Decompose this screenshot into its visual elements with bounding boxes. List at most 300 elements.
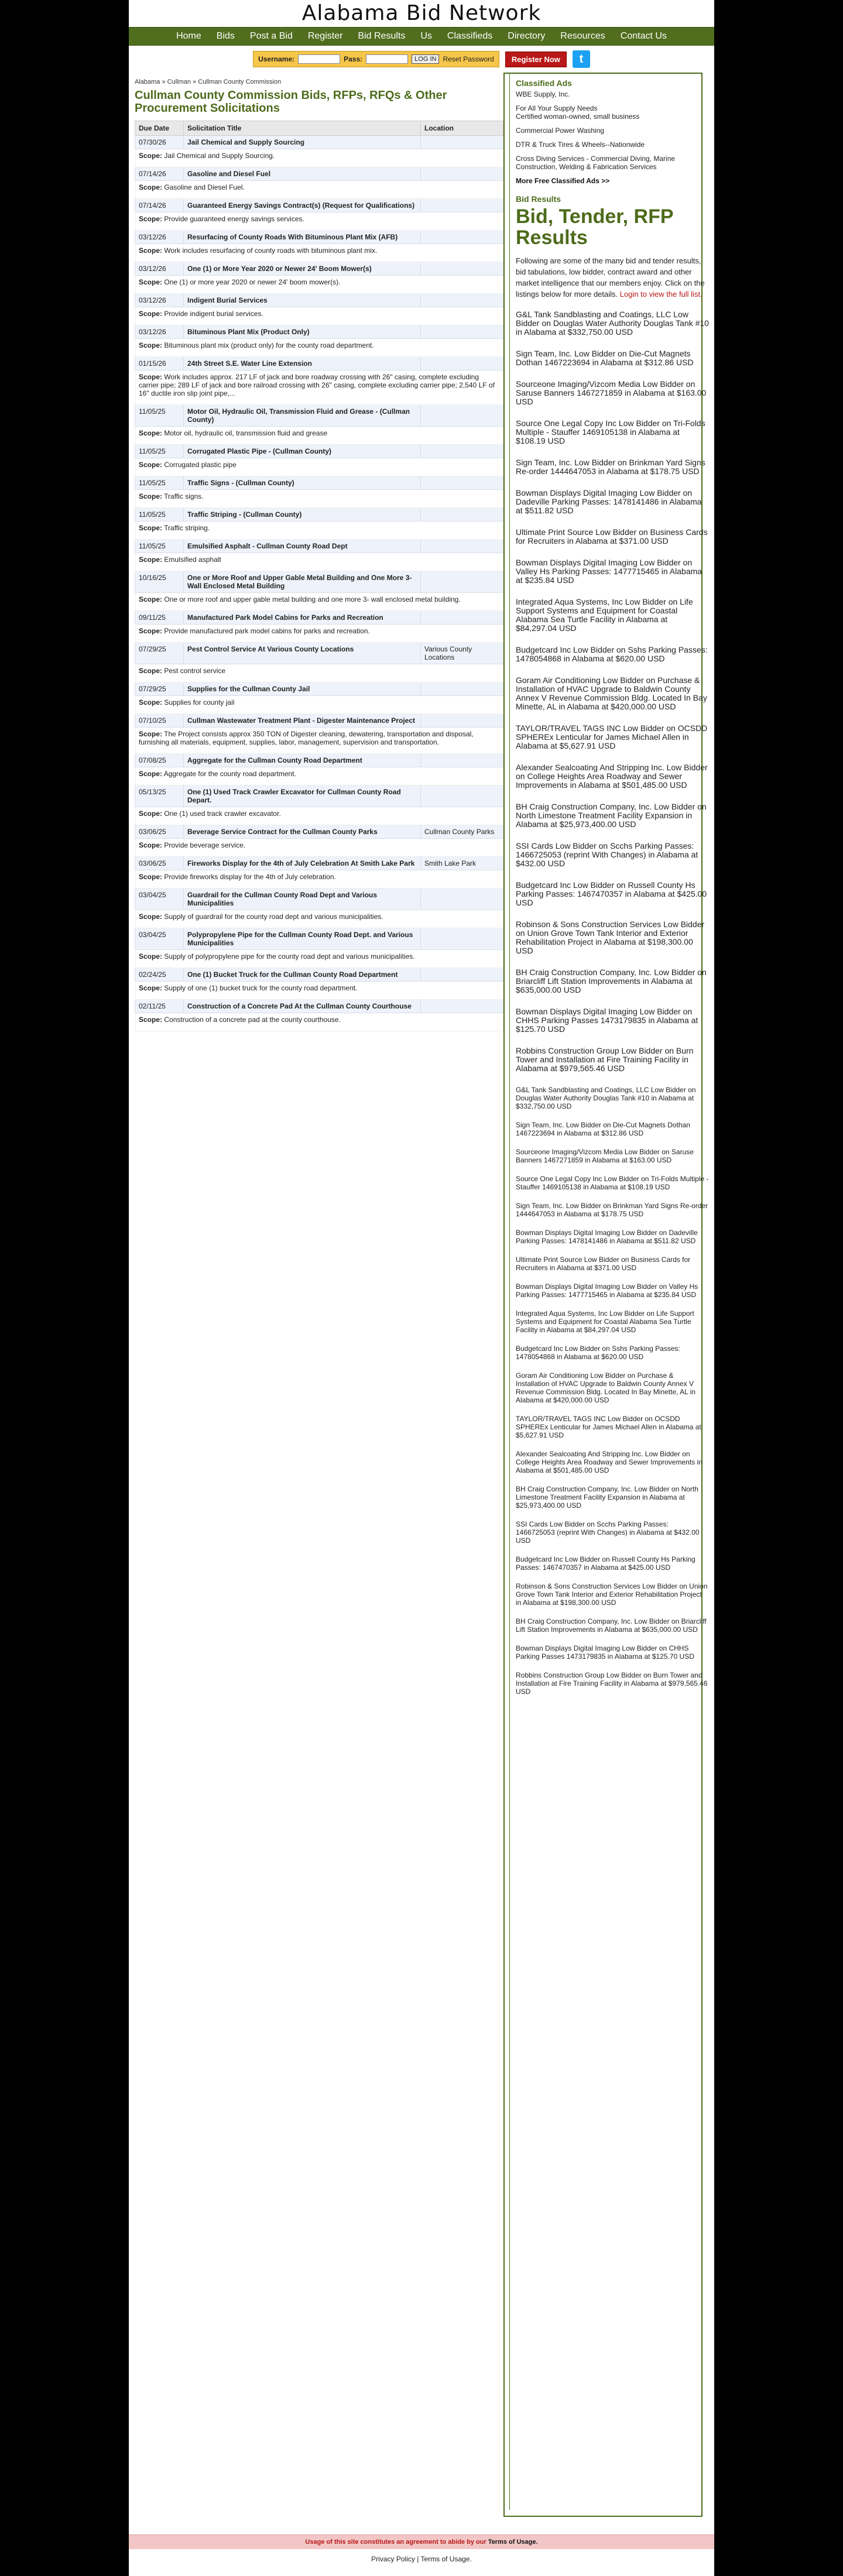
bid-scope	[135, 950, 503, 968]
bid-result[interactable]: SSI Cards Low Bidder on Scchs Parking Passes: 1466725053 (reprint With Changes) in Alabama at $432.00 USD	[516, 841, 698, 868]
bid-location: Smith Lake Park	[421, 857, 503, 870]
bid-scope	[135, 181, 503, 199]
main-nav	[129, 27, 714, 46]
classified-heading: Classified Ads	[516, 78, 572, 88]
nav-contact-us[interactable]: Contact Us	[620, 31, 667, 41]
bid-row[interactable]	[135, 571, 503, 593]
scope-label: Scope:	[139, 278, 163, 286]
bid-row[interactable]	[135, 611, 503, 625]
bid-location	[421, 889, 503, 910]
bid-scope	[135, 458, 503, 476]
bid-title[interactable]: Traffic Signs - (Cullman County)	[184, 476, 421, 490]
bid-result-compact[interactable]: Goram Air Conditioning Low Bidder on Purchase & Installation of HVAC Upgrade to Baldwin County Annex V Revenue Commission Bldg. Located In Bay Minette, AL in Alabama at $420,000.00 USD	[516, 1371, 696, 1404]
username-input[interactable]	[298, 54, 340, 64]
scope-label: Scope:	[139, 627, 163, 635]
bid-scope	[135, 244, 503, 262]
breadcrumb-item[interactable]: Cullman County Commission	[198, 78, 282, 85]
nav-us[interactable]: Us	[420, 31, 432, 41]
bid-title[interactable]: One (1) Used Track Crawler Excavator for Cullman County Road Depart.	[184, 786, 421, 807]
scope-text: One or more roof and upper gable metal building and one more 3- wall enclosed metal building.	[164, 595, 461, 603]
scope-label: Scope:	[139, 215, 163, 223]
bid-row[interactable]	[135, 682, 503, 696]
bid-result[interactable]: Bowman Displays Digital Imaging Low Bidder on CHHS Parking Passes 1473179835 in Alabama at $125.70 USD	[516, 1007, 698, 1034]
password-input[interactable]	[366, 54, 408, 64]
bid-location	[421, 405, 503, 427]
bid-title[interactable]: Indigent Burial Services	[184, 294, 421, 307]
bid-date: 03/04/25	[135, 928, 184, 950]
breadcrumb-item[interactable]: Alabama	[135, 78, 160, 85]
bid-row[interactable]	[135, 754, 503, 767]
bid-date: 03/04/25	[135, 889, 184, 910]
reset-password-link[interactable]: Reset Password	[443, 55, 494, 63]
bid-result[interactable]: G&L Tank Sandblasting and Coatings, LLC Low Bidder on Douglas Water Authority Douglas Tank #10 in Alabama at $332,750.00 USD	[516, 310, 709, 337]
bid-title[interactable]: Pest Control Service At Various County Locations	[184, 643, 421, 664]
page-title: Cullman County Commission Bids, RFPs, RFQs & Other Procurement Solicitations	[135, 89, 447, 115]
bid-result[interactable]: Bowman Displays Digital Imaging Low Bidder on Dadeville Parking Passes: 1478141486 in Alabama at $511.82 USD	[516, 488, 702, 515]
bid-row[interactable]	[135, 136, 503, 149]
bid-result[interactable]: Budgetcard Inc Low Bidder on Sshs Parking Passes: 1478054868 in Alabama at $620.00 USD	[516, 645, 708, 663]
bid-scope	[135, 307, 503, 325]
bid-result-compact[interactable]: Budgetcard Inc Low Bidder on Russell County Hs Parking Passes: 1467470357 in Alabama at $425.00 USD	[516, 1555, 695, 1572]
bid-location	[421, 136, 503, 149]
scope-text: Provide fireworks display for the 4th of July celebration.	[164, 873, 336, 881]
scope-label: Scope:	[139, 730, 163, 738]
bid-date: 07/14/26	[135, 167, 184, 181]
results-title: Bid, Tender, RFP Results	[516, 205, 673, 249]
scope-text: Traffic striping.	[164, 524, 210, 532]
bid-location	[421, 445, 503, 458]
bid-location	[421, 611, 503, 625]
bid-row[interactable]	[135, 857, 503, 870]
bid-scope-row	[135, 910, 503, 928]
bid-title[interactable]: Corrugated Plastic Pipe - (Cullman County)	[184, 445, 421, 458]
bid-result-compact[interactable]: Bowman Displays Digital Imaging Low Bidder on CHHS Parking Passes 1473179835 in Alabama at $125.70 USD	[516, 1644, 694, 1661]
bid-date: 11/05/25	[135, 445, 184, 458]
scope-text: Emulsified asphalt	[164, 555, 221, 564]
bid-result[interactable]: Robinson & Sons Construction Services Low Bidder on Union Grove Town Tank Interior and Exterior Rehabilitation Project in Alabama at $198,300.00 USD	[516, 920, 705, 955]
bid-result[interactable]: Source One Legal Copy Inc Low Bidder on Tri-Folds Multiple - Stauffer 1469105138 in Alabama at $108.19 USD	[516, 419, 705, 445]
bid-title[interactable]: Fireworks Display for the 4th of July Celebration At Smith Lake Park	[184, 857, 421, 870]
bid-title[interactable]: Jail Chemical and Supply Sourcing	[184, 136, 421, 149]
bid-scope	[135, 276, 503, 294]
bid-scope-row	[135, 307, 503, 325]
bid-row[interactable]	[135, 199, 503, 212]
results-heading: Bid Results	[516, 194, 561, 204]
bid-location: Cullman County Parks	[421, 825, 503, 839]
bid-title[interactable]: One or More Roof and Upper Gable Metal Building and One More 3- Wall Enclosed Metal Building	[184, 571, 421, 593]
bid-date: 07/08/25	[135, 754, 184, 767]
login-link[interactable]: Login to view the full list.	[619, 290, 702, 299]
scope-label: Scope:	[139, 698, 163, 706]
bid-scope	[135, 427, 503, 445]
bid-row[interactable]	[135, 231, 503, 244]
bid-date: 09/11/25	[135, 611, 184, 625]
bid-row[interactable]	[135, 325, 503, 339]
bid-row[interactable]	[135, 476, 503, 490]
bid-scope-row	[135, 625, 503, 643]
scope-label: Scope:	[139, 461, 163, 469]
bid-location	[421, 714, 503, 728]
bid-result-compact[interactable]: Bowman Displays Digital Imaging Low Bidder on Valley Hs Parking Passes: 1477715465 in Alabama at $235.84 USD	[516, 1282, 698, 1299]
bid-location	[421, 231, 503, 244]
privacy-link[interactable]: Privacy Policy	[371, 2555, 415, 2563]
ad-title: For All Your Supply Needs	[516, 104, 598, 112]
bid-location	[421, 1000, 503, 1013]
nav-bid-results[interactable]: Bid Results	[358, 31, 406, 41]
bid-scope-row	[135, 522, 503, 540]
scope-label: Scope:	[139, 152, 163, 160]
bid-date: 07/29/25	[135, 643, 184, 664]
bid-title[interactable]: Guardrail for the Cullman County Road Dept and Various Municipalities	[184, 889, 421, 910]
bid-date: 07/14/26	[135, 199, 184, 212]
bid-row[interactable]	[135, 357, 503, 371]
breadcrumb-separator: »	[160, 78, 167, 85]
footer-links	[129, 2555, 714, 2563]
bid-scope	[135, 371, 503, 405]
nav-register[interactable]: Register	[307, 31, 343, 41]
bid-result[interactable]: Alexander Sealcoating And Stripping Inc. Low Bidder on College Heights Area Roadway and Sewer Improvements in Alabama at $501,485.00 USD	[516, 763, 708, 790]
scope-label: Scope:	[139, 809, 163, 818]
bid-date: 03/12/26	[135, 262, 184, 276]
bid-row[interactable]	[135, 262, 503, 276]
bid-scope-row	[135, 1013, 503, 1031]
bid-row[interactable]	[135, 294, 503, 307]
bid-scope-row	[135, 950, 503, 968]
bid-scope-row	[135, 870, 503, 889]
bid-title[interactable]: Cullman Wastewater Treatment Plant - Digester Maintenance Project	[184, 714, 421, 728]
bid-scope	[135, 839, 503, 857]
bid-scope-row	[135, 181, 503, 199]
scope-text: Supply of guardrail for the county road dept and various municipalities.	[164, 913, 383, 921]
bid-title[interactable]: One (1) Bucket Truck for the Cullman County Road Department	[184, 968, 421, 982]
scope-text: Provide guaranteed energy savings services.	[164, 215, 304, 223]
nav-classifieds[interactable]: Classifieds	[447, 31, 493, 41]
bid-scope-row	[135, 807, 503, 825]
ad-title: Cross Diving Services - Commercial Diving, Marine Construction, Welding & Fabrication Services	[516, 155, 676, 171]
bid-result-compact[interactable]: Budgetcard Inc Low Bidder on Sshs Parking Passes: 1478054868 in Alabama at $620.00 USD	[516, 1344, 680, 1361]
bid-result-compact[interactable]: Robbins Construction Group Low Bidder on Burn Tower and Installation at Fire Training Facility in Alabama at $979,565.46 USD	[516, 1671, 708, 1696]
bid-row[interactable]	[135, 540, 503, 553]
bid-title[interactable]: Construction of a Concrete Pad At the Cullman County Courthouse	[184, 1000, 421, 1013]
site-title[interactable]: Alabama Bid Network	[301, 1, 542, 25]
bid-scope-row	[135, 458, 503, 476]
bid-date: 07/30/26	[135, 136, 184, 149]
twitter-icon[interactable]: t	[573, 50, 590, 68]
bid-date: 07/29/25	[135, 682, 184, 696]
bid-location	[421, 262, 503, 276]
bid-result-compact[interactable]: Sign Team, Inc. Low Bidder on Brinkman Yard Signs Re-order 1444647053 in Alabama at $178.75 USD	[516, 1202, 708, 1218]
bid-result-compact[interactable]: Ultimate Print Source Low Bidder on Business Cards for Recruiters in Alabama at $371.00 USD	[516, 1256, 691, 1272]
bid-location	[421, 682, 503, 696]
bid-scope-row	[135, 339, 503, 357]
bid-location	[421, 167, 503, 181]
bid-scope	[135, 982, 503, 1000]
bid-result[interactable]: Bowman Displays Digital Imaging Low Bidder on Valley Hs Parking Passes: 1477715465 in Alabama at $235.84 USD	[516, 558, 702, 585]
bid-date: 03/12/26	[135, 231, 184, 244]
bid-result[interactable]: Integrated Aqua Systems, Inc Low Bidder on Life Support Systems and Equipment for Coastal Alabama Sea Turtle Facility in Alabama at $84,297.04 USD	[516, 597, 693, 633]
bid-location	[421, 786, 503, 807]
sidebar	[509, 73, 709, 2510]
bids-table	[135, 121, 503, 1031]
bid-result[interactable]: TAYLOR/TRAVEL TAGS INC Low Bidder on OCSDD SPHEREx Lenticular for James Michael Allen in Alabama at $5,627.91 USD	[516, 723, 708, 750]
bid-result-compact[interactable]: TAYLOR/TRAVEL TAGS INC Low Bidder on OCSDD SPHEREx Lenticular for James Michael Allen in Alabama at $5,627.91 USD	[516, 1415, 701, 1439]
scope-label: Scope:	[139, 667, 163, 675]
classified-ad[interactable]	[516, 126, 709, 135]
ad-title: WBE Supply, Inc.	[516, 90, 570, 98]
bid-row[interactable]	[135, 714, 503, 728]
scope-label: Scope:	[139, 524, 163, 532]
bid-scope	[135, 910, 503, 928]
bid-title[interactable]: Polypropylene Pipe for the Cullman County Road Dept. and Various Municipalities	[184, 928, 421, 950]
scope-text: Bituminous plant mix (product only) for the county road department.	[164, 341, 374, 349]
nav-home[interactable]: Home	[176, 31, 201, 41]
bid-result[interactable]: Sign Team, Inc. Low Bidder on Brinkman Yard Signs Re-order 1444647053 in Alabama at $178.75 USD	[516, 458, 705, 476]
bid-scope	[135, 490, 503, 508]
bid-location	[421, 325, 503, 339]
header-due-date: Due Date	[135, 121, 184, 136]
bid-row[interactable]	[135, 825, 503, 839]
bid-scope	[135, 212, 503, 231]
bid-scope	[135, 522, 503, 540]
nav-bids[interactable]: Bids	[216, 31, 235, 41]
scope-text: One (1) or more year 2020 or newer 24' boom mower(s).	[164, 278, 341, 286]
bid-title[interactable]: Resurfacing of County Roads With Bituminous Plant Mix (AFB)	[184, 231, 421, 244]
bid-title[interactable]: One (1) or More Year 2020 or Newer 24' Boom Mower(s)	[184, 262, 421, 276]
footer-separator: |	[417, 2555, 419, 2563]
scope-label: Scope:	[139, 555, 163, 564]
bid-row[interactable]	[135, 928, 503, 950]
bid-date: 11/05/25	[135, 508, 184, 522]
bid-scope	[135, 149, 503, 167]
scope-label: Scope:	[139, 984, 163, 992]
nav-resources[interactable]: Resources	[560, 31, 605, 41]
scope-label: Scope:	[139, 952, 163, 961]
scope-text: Work includes resurfacing of county roads with bituminous plant mix.	[164, 246, 378, 255]
bid-scope-row	[135, 767, 503, 786]
scope-text: Supply of polypropylene pipe for the county road dept and various municipalities.	[164, 952, 415, 961]
scope-text: Gasoline and Diesel Fuel.	[164, 183, 245, 191]
bid-date: 10/16/25	[135, 571, 184, 593]
scope-text: Corrugated plastic pipe	[164, 461, 237, 469]
scope-text: Pest control service	[164, 667, 226, 675]
bid-title[interactable]: 24th Street S.E. Water Line Extension	[184, 357, 421, 371]
bid-result[interactable]: Budgetcard Inc Low Bidder on Russell County Hs Parking Passes: 1467470357 in Alabama at $425.00 USD	[516, 880, 707, 907]
bid-result-compact[interactable]: Integrated Aqua Systems, Inc Low Bidder on Life Support Systems and Equipment for Coastal Alabama Sea Turtle Facility in Alabama at $84,297.04 USD	[516, 1309, 694, 1334]
header-title: Solicitation Title	[184, 121, 421, 136]
login-button[interactable]: LOG IN	[412, 54, 439, 64]
bid-result[interactable]: Sourceone Imaging/Vizcom Media Low Bidder on Saruse Banners 1467271859 in Alabama at $163.00 USD	[516, 379, 707, 406]
bid-result[interactable]: Sign Team, Inc. Low Bidder on Die-Cut Magnets Dothan 1467223694 in Alabama at $312.86 USD	[516, 349, 694, 367]
bid-result-compact[interactable]: Alexander Sealcoating And Stripping Inc. Low Bidder on College Heights Area Roadway and Sewer Improvements in Alabama at $501,485.00 USD	[516, 1450, 702, 1474]
breadcrumb	[135, 78, 503, 85]
bid-date: 11/05/25	[135, 405, 184, 427]
scope-label: Scope:	[139, 1016, 163, 1024]
bid-title[interactable]: Emulsified Asphalt - Cullman County Road Dept	[184, 540, 421, 553]
bid-scope	[135, 553, 503, 571]
bid-location	[421, 294, 503, 307]
nav-directory[interactable]: Directory	[508, 31, 546, 41]
scope-label: Scope:	[139, 873, 163, 881]
nav-post-a-bid[interactable]: Post a Bid	[249, 31, 293, 41]
scope-text: The Project consists approx 350 TON of Digester cleaning, dewatering, transportation and disposal, furnishing all materials, equipment, supplies, labor, management, supervision and transportation.	[139, 730, 474, 746]
bid-result-compact[interactable]: Source One Legal Copy Inc Low Bidder on Tri-Folds Multiple - Stauffer 1469105138 in Alabama at $108.19 USD	[516, 1175, 709, 1191]
scope-label: Scope:	[139, 310, 163, 318]
bid-date: 11/05/25	[135, 476, 184, 490]
scope-label: Scope:	[139, 913, 163, 921]
terms-link[interactable]: Terms of Usage.	[488, 2539, 538, 2546]
bid-title[interactable]: Aggregate for the Cullman County Road Department	[184, 754, 421, 767]
header-location: Location	[421, 121, 503, 136]
bid-result[interactable]: Ultimate Print Source Low Bidder on Business Cards for Recruiters in Alabama at $371.00 USD	[516, 527, 708, 546]
site-header	[129, 0, 714, 27]
scope-text: Traffic signs.	[164, 492, 204, 500]
bid-date: 02/11/25	[135, 1000, 184, 1013]
scope-label: Scope:	[139, 373, 163, 381]
bid-title[interactable]: Guaranteed Energy Savings Contract(s) (Request for Qualifications)	[184, 199, 421, 212]
classified-ad[interactable]	[516, 90, 709, 98]
bid-result-compact[interactable]: Bowman Displays Digital Imaging Low Bidder on Dadeville Parking Passes: 1478141486 in Alabama at $511.82 USD	[516, 1229, 698, 1245]
bid-location: Various County Locations	[421, 643, 503, 664]
scope-text: Jail Chemical and Supply Sourcing.	[164, 152, 275, 160]
bid-result-compact[interactable]: Sourceone Imaging/Vizcom Media Low Bidder on Saruse Banners 1467271859 in Alabama at $163.00 USD	[516, 1148, 694, 1164]
scope-label: Scope:	[139, 341, 163, 349]
classified-ad[interactable]	[516, 140, 709, 149]
bid-scope-row	[135, 244, 503, 262]
bid-location	[421, 199, 503, 212]
footer-bar	[129, 2534, 714, 2549]
terms-footer-link[interactable]: Terms of Usage.	[420, 2555, 472, 2563]
bid-scope	[135, 593, 503, 611]
bid-scope-row	[135, 212, 503, 231]
password-label: Pass:	[344, 55, 363, 63]
bid-location	[421, 540, 503, 553]
scope-text: Supplies for county jail	[164, 698, 235, 706]
scope-label: Scope:	[139, 429, 163, 437]
bid-location	[421, 357, 503, 371]
scope-text: Provide beverage service.	[164, 841, 246, 849]
bid-scope-row	[135, 276, 503, 294]
register-button[interactable]: Register Now	[505, 52, 567, 67]
bid-date: 01/15/26	[135, 357, 184, 371]
scope-label: Scope:	[139, 595, 163, 603]
classified-ad[interactable]	[516, 104, 709, 121]
bid-scope	[135, 339, 503, 357]
bid-result-compact[interactable]: SSI Cards Low Bidder on Scchs Parking Passes: 1466725053 (reprint With Changes) in Alabama at $432.00 USD	[516, 1520, 700, 1545]
bid-row[interactable]	[135, 508, 503, 522]
bid-title[interactable]: Traffic Striping - (Cullman County)	[184, 508, 421, 522]
scope-text: Provide manufactured park model cabins for parks and recreation.	[164, 627, 370, 635]
bid-result[interactable]: BH Craig Construction Company, Inc. Low Bidder on North Limestone Treatment Facility Expansion in Alabama at $25,973,400.00 USD	[516, 802, 707, 829]
bid-date: 03/12/26	[135, 294, 184, 307]
scope-label: Scope:	[139, 492, 163, 500]
bid-result[interactable]: Goram Air Conditioning Low Bidder on Purchase & Installation of HVAC Upgrade to Baldwin County Annex V Revenue Commission Bldg. Located In Bay Minette, AL in Alabama at $420,000.00 USD	[516, 675, 707, 711]
bid-result[interactable]: BH Craig Construction Company, Inc. Low Bidder on Briarcliff Lift Station Improvements in Alabama at $635,000.00 USD	[516, 968, 707, 994]
classified-ad[interactable]	[516, 155, 709, 171]
bid-row[interactable]	[135, 167, 503, 181]
bid-scope-row	[135, 839, 503, 857]
bid-title[interactable]: Bituminous Plant Mix (Product Only)	[184, 325, 421, 339]
bid-result-compact[interactable]: BH Craig Construction Company, Inc. Low Bidder on Briarcliff Lift Station Improvements in Alabama at $635,000.00 USD	[516, 1617, 707, 1634]
bid-scope	[135, 807, 503, 825]
bid-location	[421, 968, 503, 982]
bid-date: 02/24/25	[135, 968, 184, 982]
bid-row[interactable]	[135, 968, 503, 982]
bid-row[interactable]	[135, 405, 503, 427]
login-row	[129, 46, 714, 73]
bid-location	[421, 508, 503, 522]
scope-label: Scope:	[139, 183, 163, 191]
bid-title[interactable]: Motor Oil, Hydraulic Oil, Transmission Fluid and Grease - (Cullman County)	[184, 405, 421, 427]
footer	[129, 2534, 714, 2563]
intro-text: Following are some of the many bid and tender results, bid tabulations, low bidder, contract award and other market intelligence that our members enjoy. Click on the listings below for more details.	[516, 256, 705, 299]
bid-title[interactable]: Gasoline and Diesel Fuel	[184, 167, 421, 181]
scope-label: Scope:	[139, 246, 163, 255]
bid-scope	[135, 1013, 503, 1031]
bid-result-compact[interactable]: G&L Tank Sandblasting and Coatings, LLC Low Bidder on Douglas Water Authority Douglas Tank #10 in Alabama at $332,750.00 USD	[516, 1086, 696, 1110]
bid-title[interactable]: Supplies for the Cullman County Jail	[184, 682, 421, 696]
bid-date: 03/06/25	[135, 857, 184, 870]
bid-scope-row	[135, 371, 503, 405]
page	[129, 0, 714, 2576]
bid-title[interactable]: Beverage Service Contract for the Cullman County Parks	[184, 825, 421, 839]
bid-location	[421, 754, 503, 767]
bid-scope-row	[135, 553, 503, 571]
breadcrumb-item[interactable]: Cullman	[167, 78, 191, 85]
bid-row[interactable]	[135, 1000, 503, 1013]
bid-scope-row	[135, 593, 503, 611]
scope-label: Scope:	[139, 770, 163, 778]
scope-text: Work includes approx. 217 LF of jack and bore roadway crossing with 26" casing, complete excluding carrier pipe; 289 LF of jack and bore railroad crossing with 26" casing, complete excluding carrier pipe; 2,540 LF of 16" ductile iron slip joint pipe,...	[139, 373, 495, 397]
bid-result-compact[interactable]: BH Craig Construction Company, Inc. Low Bidder on North Limestone Treatment Facility Expansion in Alabama at $25,973,400.00 USD	[516, 1485, 698, 1510]
scope-text: Construction of a concrete pad at the county courthouse.	[164, 1016, 341, 1024]
bid-date: 03/06/25	[135, 825, 184, 839]
bid-date: 07/10/25	[135, 714, 184, 728]
bid-row[interactable]	[135, 889, 503, 910]
main-content	[135, 73, 503, 1031]
bid-scope	[135, 664, 503, 682]
bid-date: 03/12/26	[135, 325, 184, 339]
more-ads-link[interactable]: More Free Classified Ads >>	[516, 177, 610, 185]
bid-date: 11/05/25	[135, 540, 184, 553]
bid-scope-row	[135, 696, 503, 714]
scope-text: One (1) used track crawler excavator.	[164, 809, 281, 818]
results-intro	[516, 255, 709, 300]
bid-location	[421, 476, 503, 490]
bid-row[interactable]	[135, 786, 503, 807]
bid-date: 05/13/25	[135, 786, 184, 807]
bid-title[interactable]: Manufactured Park Model Cabins for Parks and Recreation	[184, 611, 421, 625]
login-box	[253, 51, 499, 67]
bid-result-compact[interactable]: Robinson & Sons Construction Services Low Bidder on Union Grove Town Tank Interior and Exterior Rehabilitation Project in Alabama at $198,300.00 USD	[516, 1582, 708, 1607]
scope-text: Aggregate for the county road department.	[163, 770, 296, 778]
bid-scope	[135, 625, 503, 643]
ad-subtitle: Certified woman-owned, small business	[516, 112, 640, 121]
bid-scope	[135, 870, 503, 889]
breadcrumb-separator: »	[191, 78, 198, 85]
bid-scope	[135, 728, 503, 754]
bid-result-compact[interactable]: Sign Team, Inc. Low Bidder on Die-Cut Magnets Dothan 1467223694 in Alabama at $312.86 USD	[516, 1121, 690, 1137]
ad-title: DTR & Truck Tires & Wheels--Nationwide	[516, 140, 645, 149]
scope-label: Scope:	[139, 841, 163, 849]
bid-scope	[135, 767, 503, 786]
bid-location	[421, 928, 503, 950]
bid-row[interactable]	[135, 643, 503, 664]
bid-row[interactable]	[135, 445, 503, 458]
bid-location	[421, 571, 503, 593]
scope-text: Motor oil, hydraulic oil, transmission fluid and grease	[164, 429, 328, 437]
username-label: Username:	[258, 55, 295, 63]
bid-result[interactable]: Robbins Construction Group Low Bidder on Burn Tower and Installation at Fire Training Facility in Alabama at $979,565.46 USD	[516, 1046, 694, 1073]
